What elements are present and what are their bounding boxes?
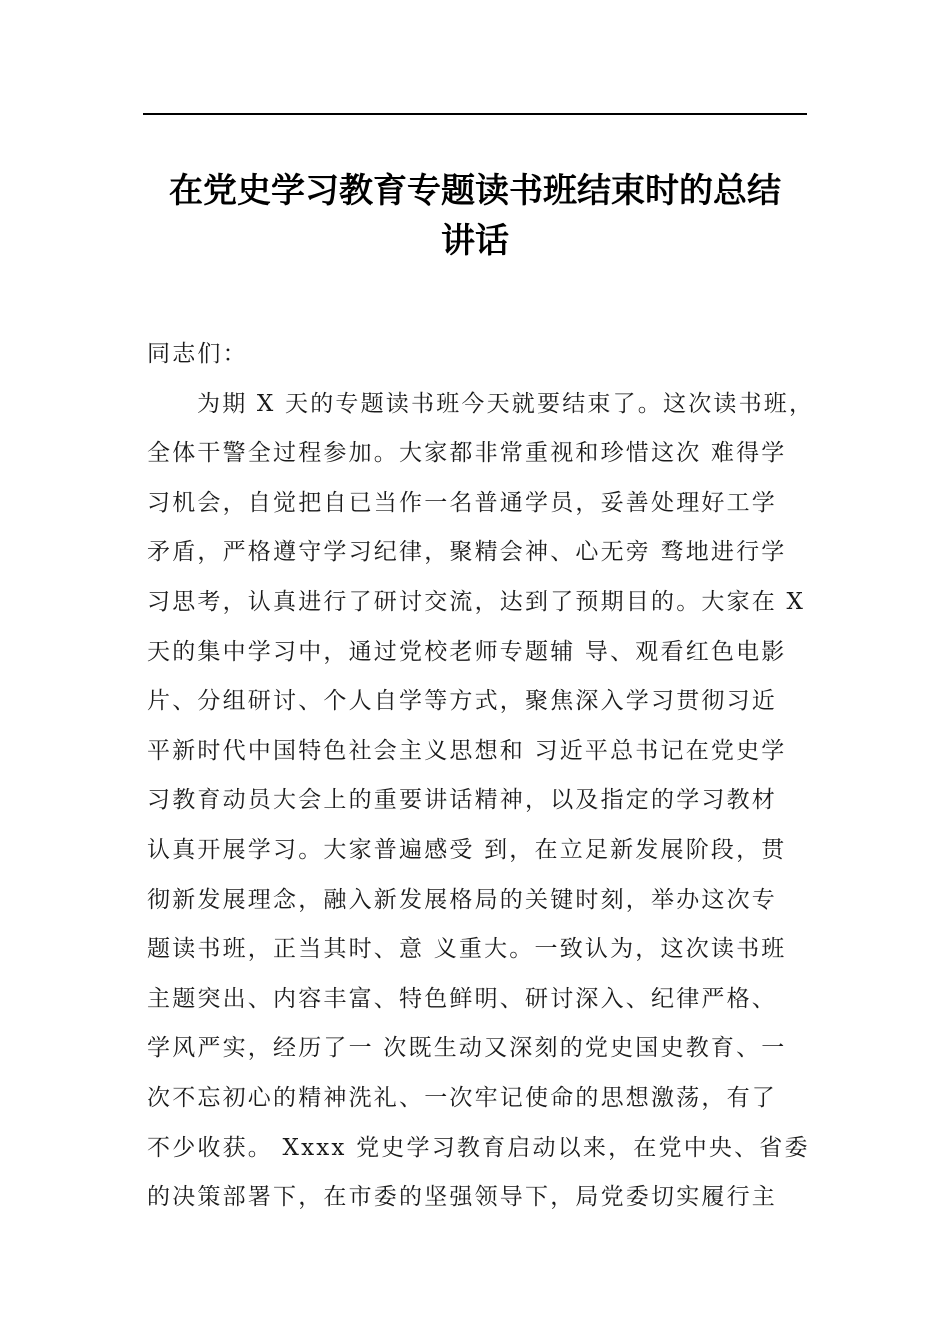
paragraph-line: 平新时代中国特色社会主义思想和 习近平总书记在党史学: [147, 737, 787, 764]
paragraph-line: 不少收获。 Xxxx 党史学习教育启动以来，在党中央、省委: [147, 1134, 810, 1161]
paragraph-line: 习思考，认真进行了研讨交流，达到了预期目的。大家在 X: [147, 588, 806, 615]
paragraph-line: 矛盾，严格遵守学习纪律，聚精会神、心无旁 骛地进行学: [147, 539, 787, 566]
title-line-2: 讲话: [441, 221, 509, 261]
paragraph-line: 天的集中学习中，通过党校老师专题辅 导、观看红色电影: [147, 638, 787, 665]
paragraph-line: 为期 X 天的专题读书班今天就要结束了。这次读书班，: [197, 390, 815, 417]
paragraph-line: 主题突出、内容丰富、特色鲜明、研讨深入、纪律严格、: [147, 985, 777, 1012]
paragraph-line: 认真开展学习。大家普遍感受 到，在立足新发展阶段，贯: [147, 836, 787, 863]
paragraph-line: 全体干警全过程参加。大家都非常重视和珍惜这次 难得学: [147, 440, 787, 467]
header-rule: [143, 113, 807, 115]
paragraph-line: 片、分组研讨、个人自学等方式，聚焦深入学习贯彻习近: [147, 688, 777, 715]
document-title: [143, 166, 807, 266]
paragraph-line: 的决策部署下，在市委的坚强领导下，局党委切实履行主: [147, 1184, 777, 1211]
paragraph-line: 习机会，自觉把自已当作一名普通学员，妥善处理好工学: [147, 489, 777, 516]
title-line-1: 在党史学习教育专题读书班结束时的总结: [169, 171, 781, 211]
paragraph-line: 习教育动员大会上的重要讲话精神，以及指定的学习教材: [147, 787, 777, 814]
paragraph-line: 题读书班，正当其时、意 义重大。一致认为，这次读书班: [147, 936, 787, 963]
paragraph-line: 次不忘初心的精神洗礼、一次牢记使命的思想激荡，有了: [147, 1084, 777, 1111]
document-body: [147, 330, 815, 1223]
paragraph-line: 学风严实，经历了一 次既生动又深刻的党史国史教育、一: [147, 1035, 787, 1062]
paragraph-line: 彻新发展理念，融入新发展格局的关键时刻，举办这次专: [147, 886, 777, 913]
salutation: 同志们：: [147, 341, 248, 367]
